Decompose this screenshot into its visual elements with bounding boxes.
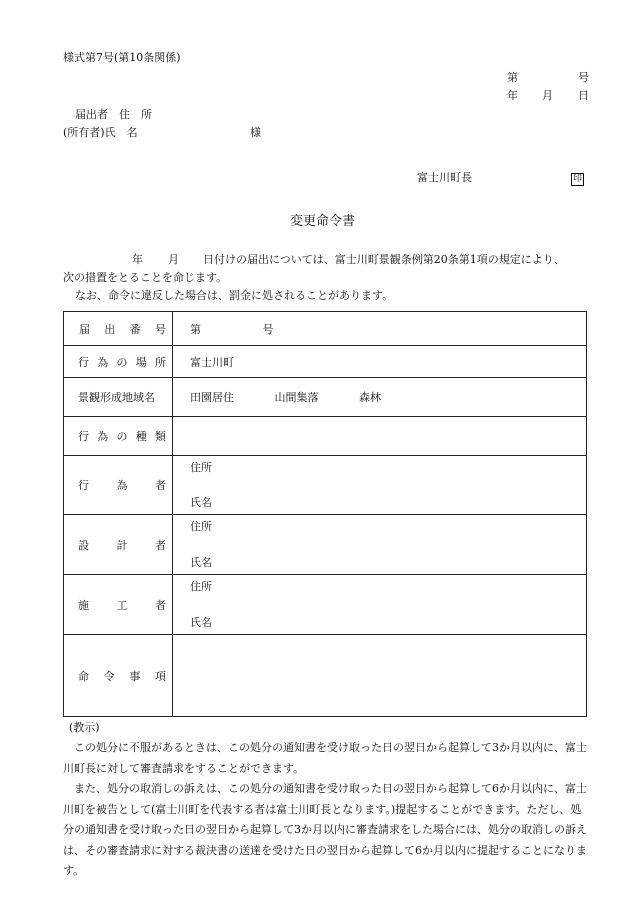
value-act-type (173, 417, 587, 456)
table-row (64, 635, 587, 717)
label-char: 為 (97, 430, 109, 443)
order-table (63, 311, 587, 717)
instruction-paragraph-2: また、処分の取消しの訴えは、この処分の通知書を受け取った日の翌日から起算して6か月以内に、富士川町を被告として(富士川町を代表する者は富士川町長となります。)提起することができます。ただし、処分の通知書を受け取った日の翌日から起算して3か月以内に審査請求をした場合には、処分の取消しの訴えは、その審査請求に対する裁決書の送達を受けた日の翌日から起算して6か月以内に提起することになります。 (63, 782, 587, 877)
label-char: の (116, 355, 128, 369)
intro-month: 月 (168, 253, 179, 266)
label-char: 施 (78, 598, 89, 612)
label-char: 行 (78, 479, 89, 492)
address-label: 住所 (190, 520, 212, 533)
label-char: 場 (135, 355, 147, 369)
intro-year: 年 (132, 253, 143, 266)
table-row (64, 575, 587, 635)
label-char: 令 (103, 669, 115, 683)
instruction-paragraph-1: この処分に不服があるときは、この処分の通知書を受け取った日の翌日から起算して3か月以内に、富士川町長に対して審査請求をすることができます。 (63, 741, 587, 775)
date-day: 日 (578, 89, 589, 102)
value-number-suffix: 号 (262, 322, 274, 336)
label-location (64, 346, 173, 378)
table-row (64, 346, 587, 378)
value-order-items (173, 635, 587, 717)
date-month: 月 (542, 89, 553, 102)
seal-mark (571, 171, 584, 186)
label-notification-number (64, 312, 173, 346)
area-option: 田園居住 (190, 391, 234, 404)
instruction-heading: (教示) (69, 721, 100, 734)
label-char: 行 (78, 355, 89, 369)
label-order-items (64, 635, 173, 717)
label-char: 項 (154, 669, 166, 683)
location-text: 富士川町 (190, 355, 234, 369)
table-row (64, 312, 587, 346)
label-char: 所 (155, 355, 166, 369)
intro-line3: なお、命令に違反した場合は、罰金に処されることがあります。 (75, 289, 394, 302)
label-char: 者 (155, 538, 166, 552)
address-label: 住所 (190, 461, 212, 474)
value-actor (173, 456, 587, 515)
table-row (64, 417, 587, 456)
value-location (173, 346, 587, 378)
notifier-honorific: 様 (250, 126, 261, 139)
value-landscape-area (173, 378, 587, 417)
date-year: 年 (507, 89, 518, 102)
label-constructor (64, 575, 173, 635)
table-row (64, 515, 587, 575)
label-char: 行 (78, 430, 89, 443)
label-char: 命 (78, 669, 89, 683)
label-designer (64, 515, 173, 575)
mayor-title: 富士川町長 (417, 171, 472, 184)
label-landscape-area (64, 378, 173, 417)
label-char: 号 (154, 322, 166, 336)
label-char: 為 (97, 355, 109, 369)
value-number-prefix: 第 (190, 322, 201, 336)
notifier-address-label: 届出者 住 所 (75, 108, 152, 121)
value-designer (173, 515, 587, 575)
label-char: 設 (78, 538, 89, 552)
label-char: の (116, 430, 128, 443)
label-act-type (64, 417, 173, 456)
seal-stamp: 印 (573, 174, 583, 184)
label-char: 類 (155, 430, 166, 443)
value-constructor (173, 575, 587, 635)
value-notification-number (173, 312, 587, 346)
label-text: 景観形成地域名 (78, 391, 155, 404)
label-actor (64, 456, 173, 515)
label-char: 種 (135, 430, 147, 443)
name-label: 氏名 (190, 496, 212, 509)
document-title: 変更命令書 (290, 214, 356, 229)
table-row (64, 378, 587, 417)
label-char: 為 (116, 479, 128, 492)
name-label: 氏名 (190, 616, 212, 629)
name-label: 氏名 (190, 556, 212, 569)
intro-line2: 次の措置をとることを命じます。 (63, 271, 228, 284)
label-char: 計 (116, 538, 128, 552)
intro-rest: 日付けの届出については、富士川町景観条例第20条第1項の規定により、 (203, 253, 565, 266)
label-char: 工 (116, 598, 128, 612)
label-char: 者 (155, 598, 166, 612)
label-char: 番 (129, 322, 141, 336)
label-char: 事 (129, 669, 141, 683)
area-option: 森林 (359, 391, 381, 404)
label-char: 者 (155, 479, 166, 492)
document-number-suffix: 号 (578, 71, 589, 84)
table-row (64, 456, 587, 515)
notifier-name-label: (所有者)氏 名 (63, 126, 138, 139)
label-char: 出 (104, 322, 116, 336)
form-number: 様式第7号(第10条関係) (63, 51, 181, 64)
label-char: 届 (79, 322, 90, 336)
address-label: 住所 (190, 580, 212, 593)
area-option: 山間集落 (274, 391, 319, 404)
document-number-prefix: 第 (507, 71, 518, 84)
